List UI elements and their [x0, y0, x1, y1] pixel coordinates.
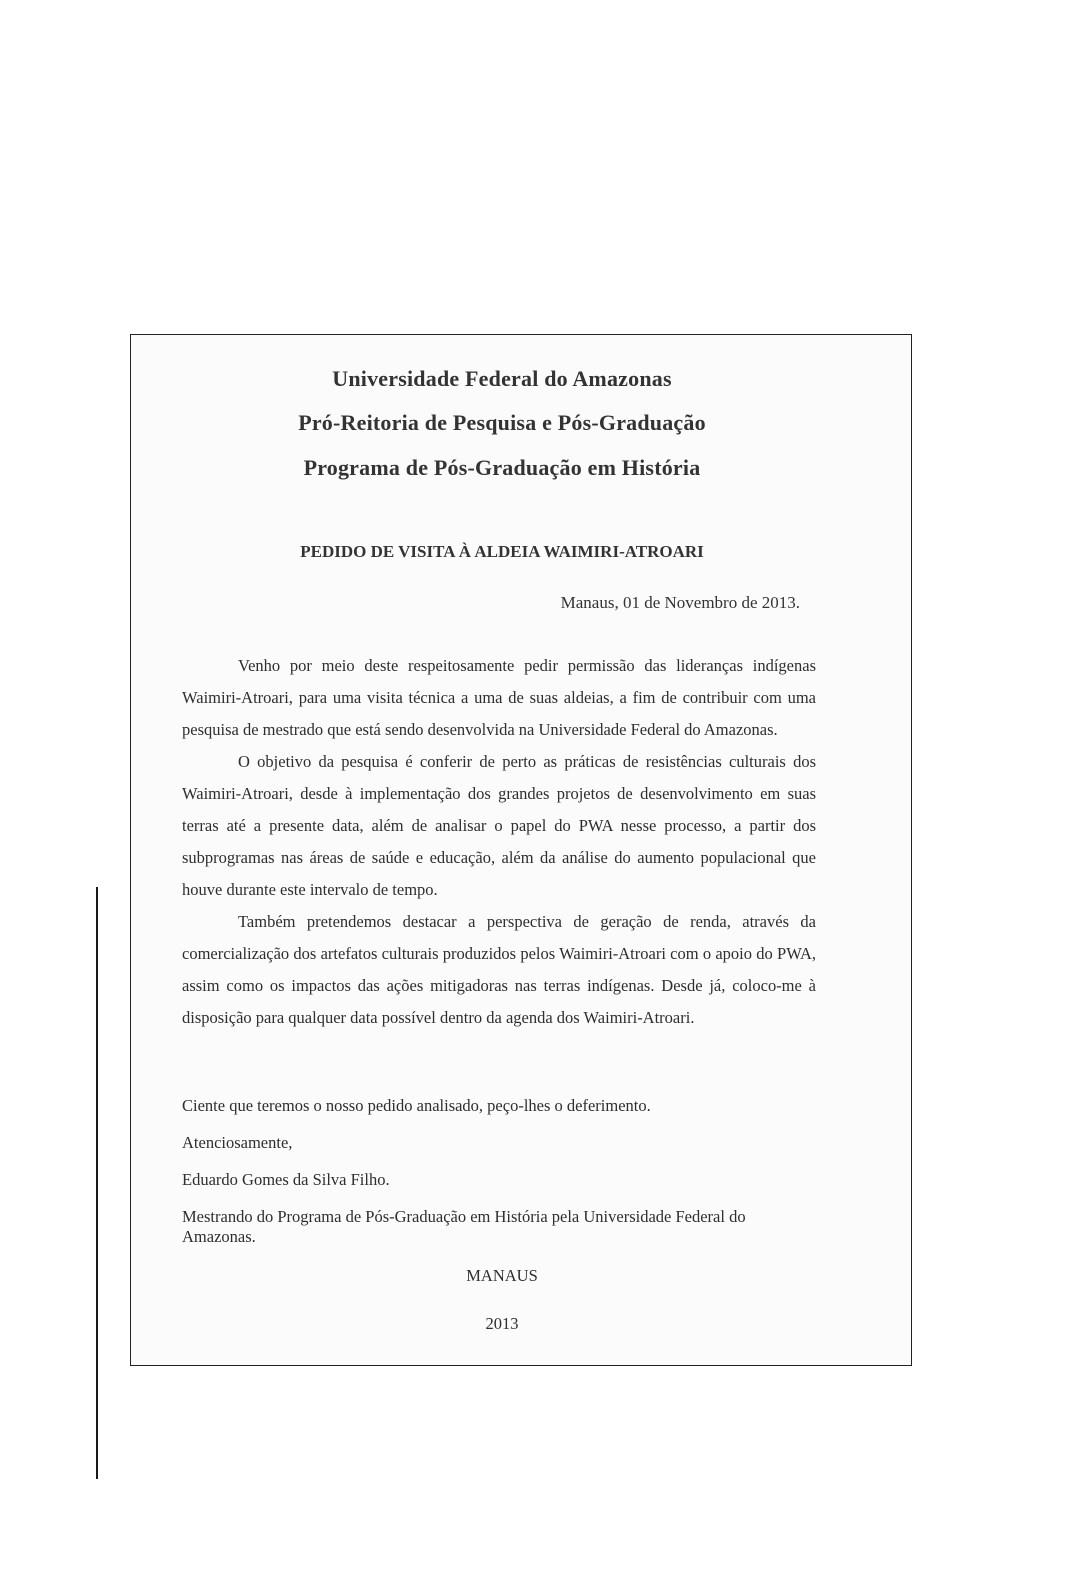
- paragraph-request: Venho por meio deste respeitosamente pedir permissão das lideranças indígenas Waimiri-Atroari, para uma visita técnica a uma de suas aldeias, a fim de contribuir com uma pesquisa de mestrado que está sendo desenvolvida na Universidade Federal do Amazonas.: [182, 656, 816, 739]
- letter-title: PEDIDO DE VISITA À ALDEIA WAIMIRI-ATROARI: [300, 542, 704, 561]
- salutation: Atenciosamente,: [182, 1133, 293, 1152]
- closing-request: Ciente que teremos o nosso pedido analisado, peço-lhes o deferimento.: [182, 1096, 651, 1115]
- letter-date: Manaus, 01 de Novembro de 2013.: [560, 593, 800, 612]
- signer-name: Eduardo Gomes da Silva Filho.: [182, 1170, 390, 1189]
- paragraph-income: Também pretendemos destacar a perspectiva de geração de renda, através da comercialização dos artefatos culturais produzidos pelos Waimiri-Atroari com o apoio do PWA, assim como os impactos das ações mitigadoras nas terras indígenas. Desde já, coloco-me à disposição para qualquer data possível dentro da agenda dos Waimiri-Atroari.: [182, 912, 816, 1027]
- letter-body: [182, 650, 816, 1034]
- pro-rectory-name: Pró-Reitoria de Pesquisa e Pós-Graduação: [298, 410, 706, 435]
- left-margin-rule: [96, 887, 98, 1479]
- university-name: Universidade Federal do Amazonas: [332, 366, 672, 391]
- signer-role: Mestrando do Programa de Pós-Graduação em História pela Universidade Federal do Amazonas.: [182, 1207, 746, 1246]
- city-footer: MANAUS: [466, 1266, 538, 1285]
- paragraph-objective: O objetivo da pesquisa é conferir de perto as práticas de resistências culturais dos Waimiri-Atroari, desde à implementação dos grandes projetos de desenvolvimento em suas terras até a presente data, além de analisar o papel do PWA nesse processo, a partir dos subprogramas nas áreas de saúde e educação, além da análise do aumento populacional que houve durante este intervalo de tempo.: [182, 752, 816, 899]
- year-footer: 2013: [485, 1314, 519, 1333]
- program-name: Programa de Pós-Graduação em História: [303, 455, 701, 480]
